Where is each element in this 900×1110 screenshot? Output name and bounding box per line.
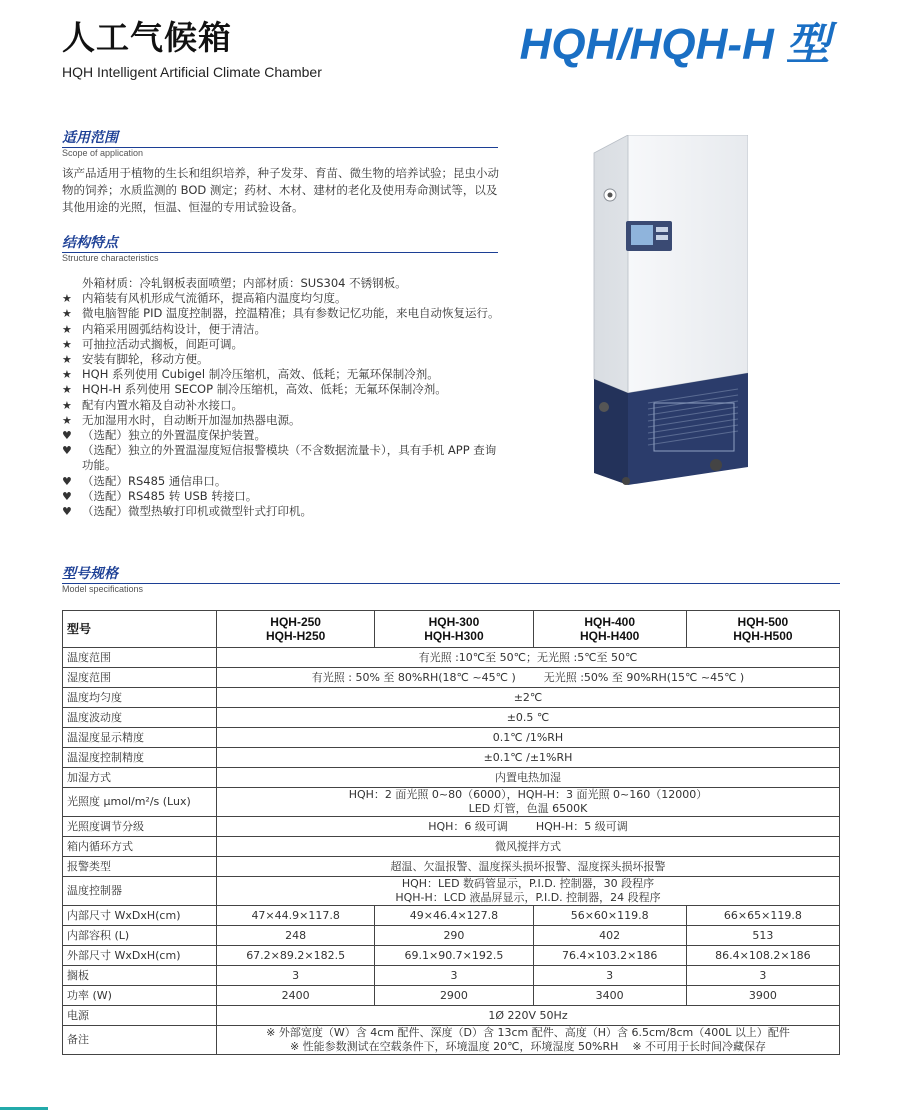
cell-line: ±0.5 ℃ xyxy=(506,710,550,724)
row-label: 温湿度显示精度 xyxy=(63,728,217,748)
feature-text: （选配）RS485 通信串口。 xyxy=(82,473,227,488)
feature-item xyxy=(62,398,502,413)
heart-icon: ♥ xyxy=(62,474,72,488)
row-label: 光照度 μmol/m²/s (Lux) xyxy=(63,788,217,817)
table-cell: 56×60×119.8 xyxy=(533,906,686,926)
section-specs-header xyxy=(62,566,840,595)
feature-item xyxy=(62,382,502,397)
table-cell-span xyxy=(217,817,840,837)
model-name: HQH-300 xyxy=(428,615,480,629)
section-heading: 结构特点 xyxy=(62,235,118,251)
table-cell-span xyxy=(217,1026,840,1055)
cell-line: 有光照 : 50% 至 80%RH(18℃ ~45℃ ) 无光照 :50% 至 90%RH(15℃ ~45℃ ) xyxy=(311,670,745,684)
row-label: 温度控制器 xyxy=(63,877,217,906)
feature-text: 配有内置水箱及自动补水接口。 xyxy=(82,397,243,412)
row-label: 搁板 xyxy=(63,966,217,986)
feature-text: 安装有脚轮，移动方便。 xyxy=(82,352,209,367)
row-label: 外部尺寸 WxDxH(cm) xyxy=(63,946,217,966)
feature-text: 内箱装有风机形成气流循环，提高箱内温度均匀度。 xyxy=(82,291,347,306)
heart-icon: ♥ xyxy=(62,429,72,443)
feature-text: （选配）微型热敏打印机或微型针式打印机。 xyxy=(82,504,312,519)
star-icon: ★ xyxy=(62,292,72,306)
table-cell: 248 xyxy=(217,926,375,946)
feature-item xyxy=(62,504,502,519)
table-cell: 47×44.9×117.8 xyxy=(217,906,375,926)
table-cell: 2900 xyxy=(375,986,533,1006)
feature-text: 外箱材质：冷轧钢板表面喷塑；内部材质：SUS304 不锈钢板。 xyxy=(82,276,407,290)
table-cell: 86.4×108.2×186 xyxy=(686,946,839,966)
feature-text: （选配）独立的外置温湿度短信报警模块（不含数据流量卡），具有手机 APP 查询功能。 xyxy=(82,443,497,473)
table-cell: 3 xyxy=(533,966,686,986)
table-row xyxy=(63,648,840,668)
table-cell-span xyxy=(217,857,840,877)
model-header xyxy=(686,611,839,648)
star-icon: ★ xyxy=(62,307,72,321)
page-subtitle: HQH Intelligent Artificial Climate Chamber xyxy=(62,64,322,80)
table-cell-span xyxy=(217,648,840,668)
heart-icon: ♥ xyxy=(62,444,72,458)
section-heading: 适用范围 xyxy=(62,130,118,146)
table-cell: 290 xyxy=(375,926,533,946)
row-label: 内部尺寸 WxDxH(cm) xyxy=(63,906,217,926)
model-name-h: HQH-H250 xyxy=(265,629,326,643)
star-icon: ★ xyxy=(62,383,72,397)
heart-icon: ♥ xyxy=(62,505,72,519)
table-row xyxy=(63,668,840,688)
section-heading: 型号规格 xyxy=(62,566,118,582)
table-cell: 3900 xyxy=(686,986,839,1006)
row-label: 报警类型 xyxy=(63,857,217,877)
row-label: 湿度范围 xyxy=(63,668,217,688)
cell-line: 超温、欠温报警、温度探头损坏报警、湿度探头损坏报警 xyxy=(390,859,666,873)
model-name-h: HQH-H400 xyxy=(580,629,640,643)
model-name-h: HQH-H500 xyxy=(733,629,793,643)
section-structure-header xyxy=(62,235,498,264)
table-row xyxy=(63,728,840,748)
table-cell: 69.1×90.7×192.5 xyxy=(375,946,533,966)
feature-text: 内箱采用圆弧结构设计，便于清洁。 xyxy=(82,321,266,336)
table-cell-span xyxy=(217,877,840,906)
model-header xyxy=(533,611,686,648)
table-row xyxy=(63,877,840,906)
table-row xyxy=(63,688,840,708)
feature-text: 可抽拉活动式搁板，间距可调。 xyxy=(82,336,243,351)
table-cell-span xyxy=(217,748,840,768)
table-row xyxy=(63,1026,840,1055)
cell-line: HQH：2 面光照 0~80（6000），HQH-H：3 面光照 0~160（12000） xyxy=(348,788,708,801)
feature-item xyxy=(62,443,502,473)
row-label: 备注 xyxy=(63,1026,217,1055)
table-cell-span xyxy=(217,688,840,708)
feature-text: （选配）独立的外置温度保护装置。 xyxy=(82,428,266,443)
row-label: 温湿度控制精度 xyxy=(63,748,217,768)
table-cell-span xyxy=(217,1006,840,1026)
section-heading-en: Structure characteristics xyxy=(62,253,159,263)
model-title: HQH/HQH-H 型 xyxy=(519,20,830,69)
row-label: 温度均匀度 xyxy=(63,688,217,708)
table-row xyxy=(63,837,840,857)
section-application-header xyxy=(62,130,498,159)
model-name: HQH-500 xyxy=(737,615,789,629)
cell-line: 有光照 :10℃至 50℃；无光照 :5℃至 50℃ xyxy=(418,650,638,664)
cell-line: 1Ø 220V 50Hz xyxy=(488,1008,568,1022)
row-label: 光照度调节分级 xyxy=(63,817,217,837)
cell-line: ±0.1℃ /±1%RH xyxy=(483,750,573,764)
feature-item xyxy=(62,474,502,489)
star-icon: ★ xyxy=(62,322,72,336)
row-label: 功率 (W) xyxy=(63,986,217,1006)
heart-icon: ♥ xyxy=(62,489,72,503)
table-cell-span xyxy=(217,708,840,728)
cell-line: LED 灯管，色温 6500K xyxy=(468,802,588,815)
model-name: HQH-400 xyxy=(584,615,636,629)
star-icon: ★ xyxy=(62,398,72,412)
cell-line: HQH：6 级可调 HQH-H：5 级可调 xyxy=(428,819,628,833)
product-image xyxy=(590,135,748,485)
table-row xyxy=(63,1006,840,1026)
feature-item xyxy=(62,276,502,291)
feature-item xyxy=(62,322,502,337)
bullet-icon xyxy=(62,276,82,291)
table-cell-span xyxy=(217,768,840,788)
table-cell-span xyxy=(217,788,840,817)
table-cell-span xyxy=(217,728,840,748)
cell-line: ※ 性能参数测试在空载条件下，环境温度 20℃，环境湿度 50%RH ※ 不可用于长时间冷藏保存 xyxy=(289,1040,767,1053)
table-cell: 66×65×119.8 xyxy=(686,906,839,926)
spec-table xyxy=(62,610,840,1055)
feature-item xyxy=(62,413,502,428)
section-heading-en: Scope of application xyxy=(62,148,144,158)
section-heading-en: Model specifications xyxy=(62,584,144,594)
table-cell: 76.4×103.2×186 xyxy=(533,946,686,966)
feature-list xyxy=(62,276,502,519)
table-cell-span xyxy=(217,837,840,857)
star-icon: ★ xyxy=(62,337,72,351)
feature-text: HQH-H 系列使用 SECOP 制冷压缩机，高效、低耗；无氟环保制冷剂。 xyxy=(82,382,447,397)
table-row xyxy=(63,857,840,877)
table-cell: 3 xyxy=(375,966,533,986)
page-title: 人工气候箱 xyxy=(62,18,232,57)
star-icon: ★ xyxy=(62,368,72,382)
table-cell: 3400 xyxy=(533,986,686,1006)
row-label: 温度范围 xyxy=(63,648,217,668)
feature-item xyxy=(62,428,502,443)
table-cell: 402 xyxy=(533,926,686,946)
cell-line: 0.1℃ /1%RH xyxy=(492,730,564,744)
feature-text: HQH 系列使用 Cubigel 制冷压缩机，高效、低耗；无氟环保制冷剂。 xyxy=(82,367,439,382)
star-icon: ★ xyxy=(62,413,72,427)
table-row xyxy=(63,946,840,966)
feature-item xyxy=(62,367,502,382)
table-row xyxy=(63,926,840,946)
table-row xyxy=(63,966,840,986)
table-row xyxy=(63,788,840,817)
table-cell-span xyxy=(217,668,840,688)
row-label: 内部容积 (L) xyxy=(63,926,217,946)
feature-text: 微电脑智能 PID 温度控制器，控温精准；具有参数记忆功能，来电自动恢复运行。 xyxy=(82,306,500,321)
row-label: 温度波动度 xyxy=(63,708,217,728)
model-name: HQH-250 xyxy=(270,615,321,629)
table-cell: 513 xyxy=(686,926,839,946)
application-text: 该产品适用于植物的生长和组织培养，种子发芽、育苗、微生物的培养试验；昆虫小动物的饲养；水质监测的 BOD 测定；药材、木材、建材的老化及使用寿命测试等，以及其他用途的光照，恒温、恒湿的专用试验设备。 xyxy=(62,166,499,214)
model-name-h: HQH-H300 xyxy=(424,629,484,643)
cell-line: HQH-H：LCD 液晶屏显示，P.I.D. 控制器，24 段程序 xyxy=(395,891,661,904)
table-cell: 2400 xyxy=(217,986,375,1006)
row-label: 加湿方式 xyxy=(63,768,217,788)
table-cell: 49×46.4×127.8 xyxy=(375,906,533,926)
model-header xyxy=(375,611,533,648)
table-row xyxy=(63,986,840,1006)
feature-text: 无加湿用水时，自动断开加湿加热器电源。 xyxy=(82,412,301,427)
table-cell: 3 xyxy=(217,966,375,986)
feature-item xyxy=(62,352,502,367)
model-header xyxy=(217,611,375,648)
table-cell: 67.2×89.2×182.5 xyxy=(217,946,375,966)
table-row xyxy=(63,708,840,728)
cell-line: ※ 外部宽度（W）含 4cm 配件、深度（D）含 13cm 配件、高度（H）含 6.5cm/8cm（400L 以上）配件 xyxy=(266,1026,790,1039)
star-icon: ★ xyxy=(62,353,72,367)
feature-item xyxy=(62,291,502,306)
feature-item xyxy=(62,489,502,504)
cell-line: HQH：LED 数码管显示，P.I.D. 控制器，30 段程序 xyxy=(401,877,655,890)
table-row xyxy=(63,768,840,788)
table-header-row xyxy=(63,611,840,648)
cell-line: ±2℃ xyxy=(513,690,543,704)
table-cell: 3 xyxy=(686,966,839,986)
cell-line: 内置电热加湿 xyxy=(495,770,561,784)
table-row xyxy=(63,817,840,837)
row-label: 箱内循环方式 xyxy=(63,837,217,857)
table-row xyxy=(63,748,840,768)
header-label: 型号 xyxy=(63,611,217,648)
cell-line: 微风搅拌方式 xyxy=(495,839,561,853)
feature-item xyxy=(62,306,502,321)
table-row xyxy=(63,906,840,926)
feature-item xyxy=(62,337,502,352)
row-label: 电源 xyxy=(63,1006,217,1026)
feature-text: （选配）RS485 转 USB 转接口。 xyxy=(82,488,258,503)
